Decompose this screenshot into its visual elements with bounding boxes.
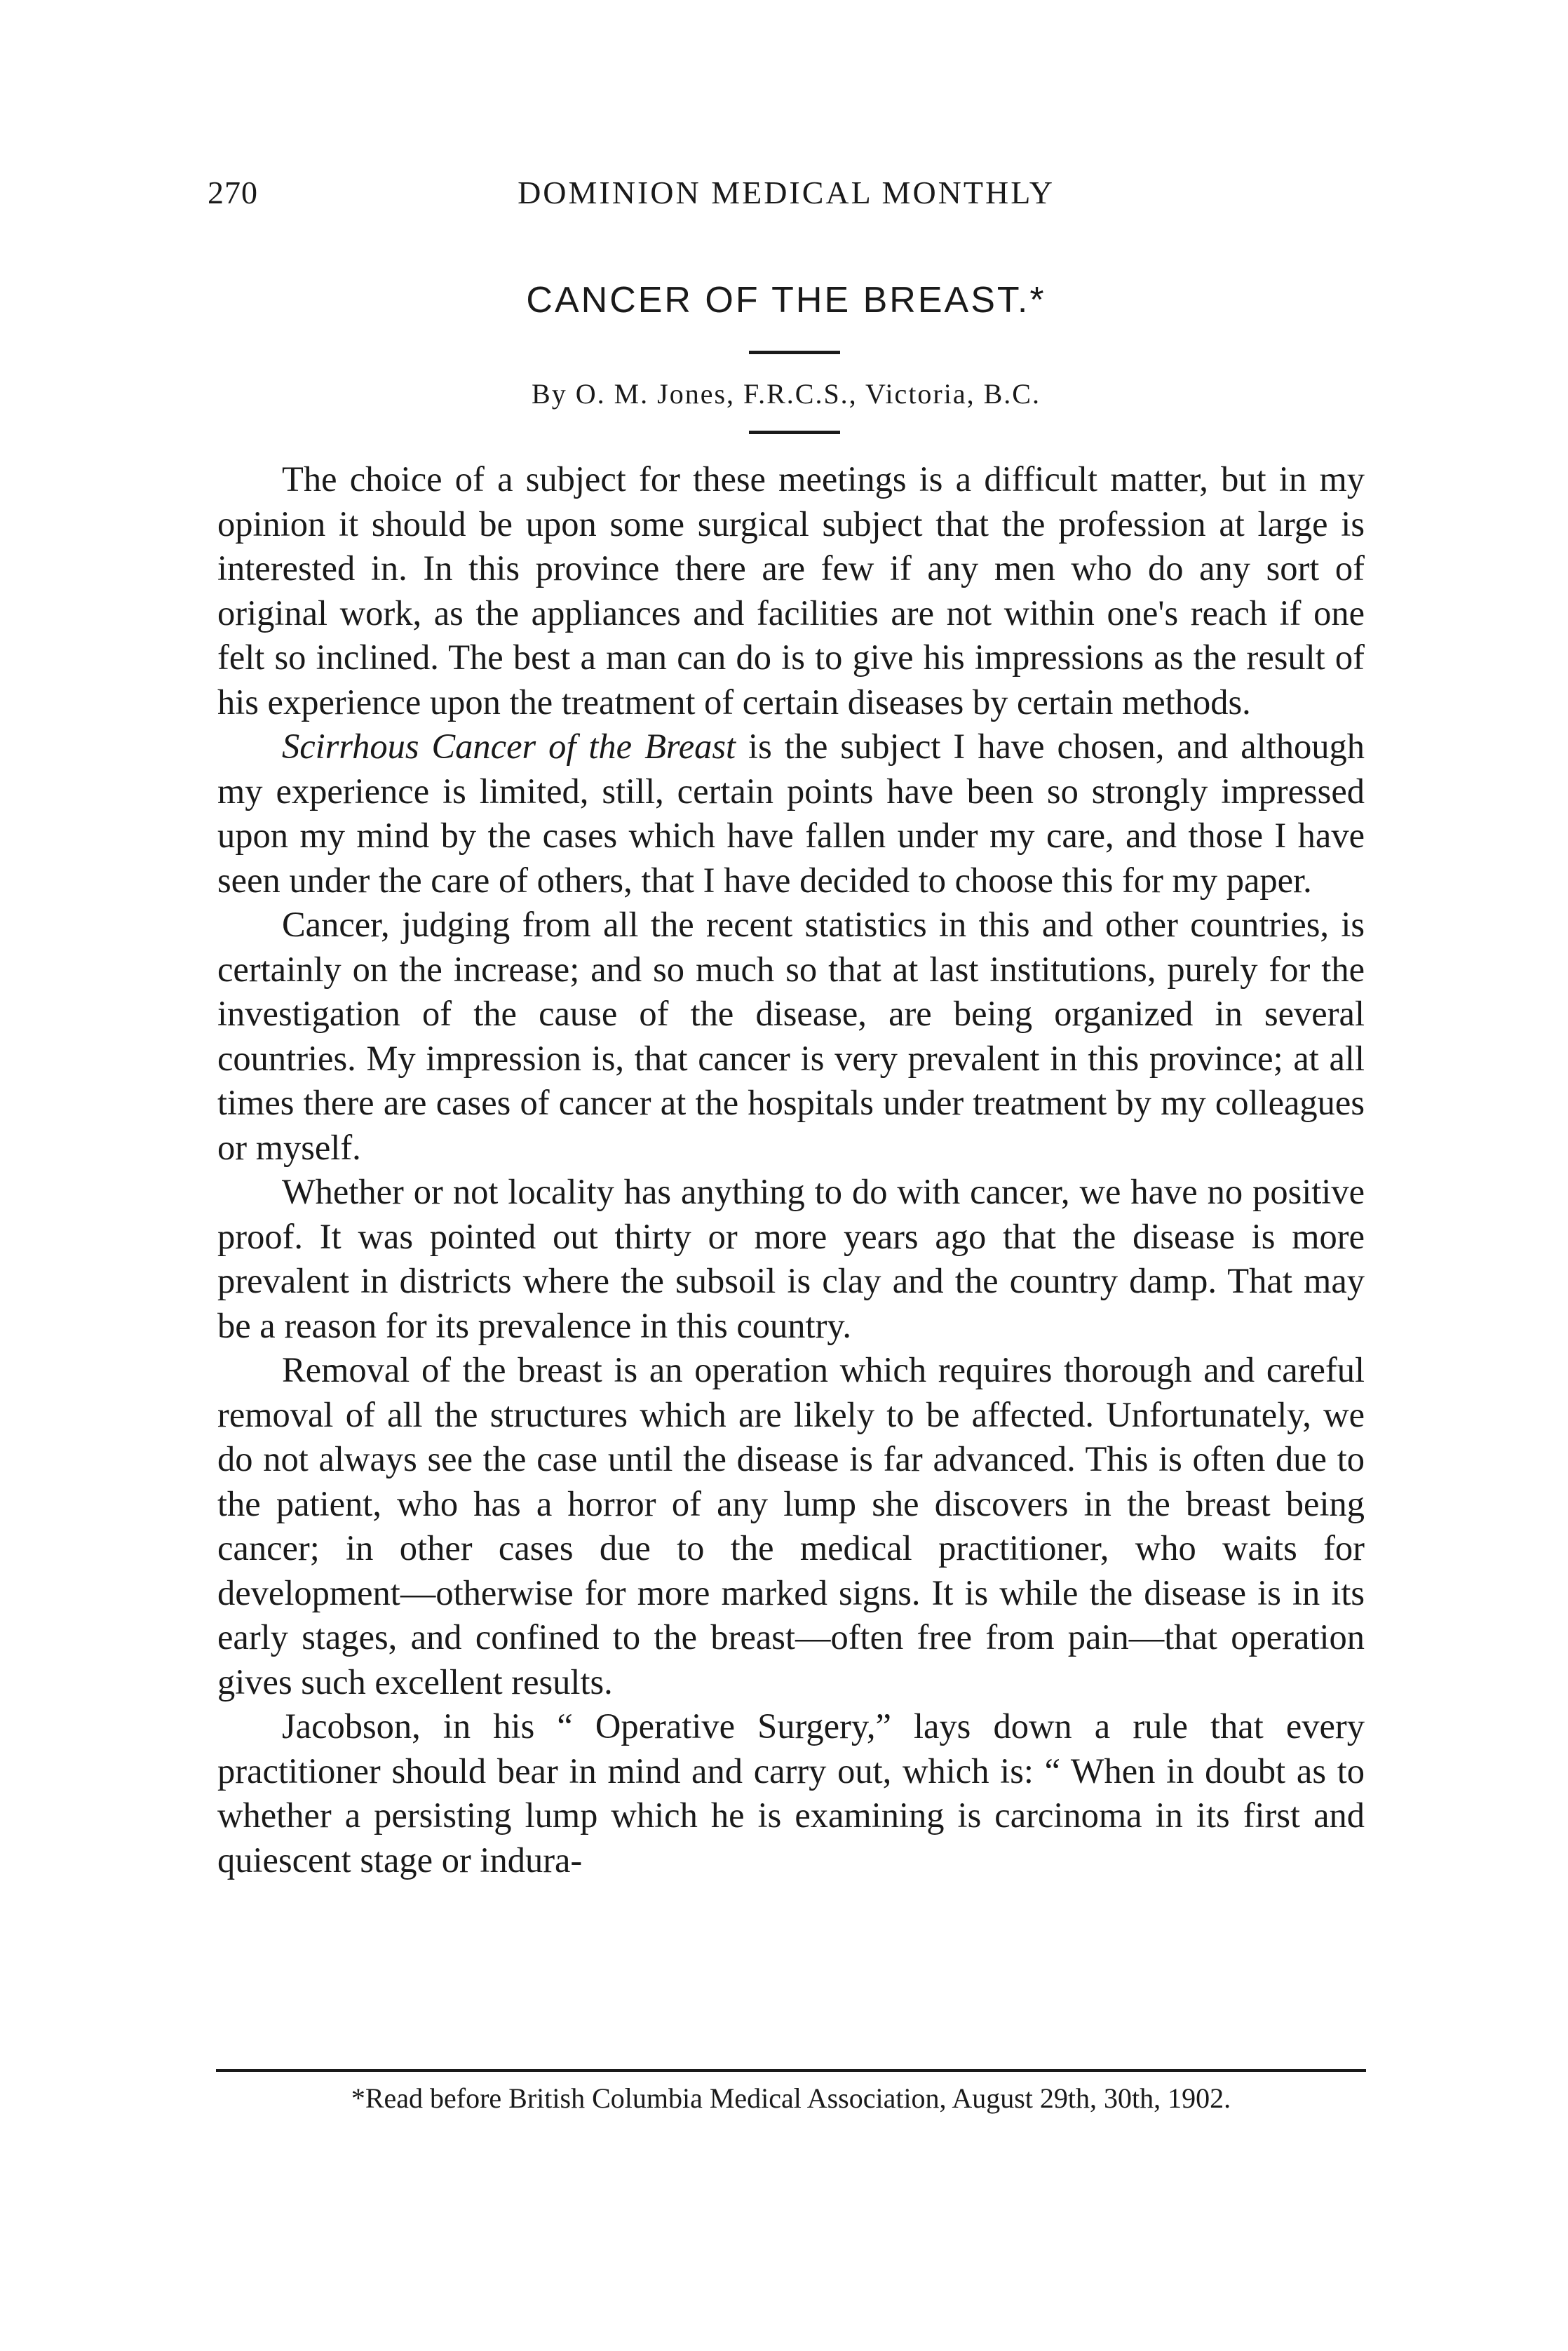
paragraph-text: is the subject I have chosen, and although my experience is limited, still, certain points have been so strongly impressed upon my mind by the cases which have fallen under my care, and those I have seen under the care of others, that I have decided to choose this for my paper. (217, 727, 1365, 900)
paragraph (217, 1170, 1365, 1348)
journal-title: DOMINION MEDICAL MONTHLY (518, 175, 1055, 210)
paragraph-text: Removal of the breast is an operation which requires thorough and careful removal of all the structures which are likely to be affected. Unfortunately, we do not always see the case until the disease is far advanced. This is often due to the patient, who has a horror of any lump she discovers in the breast being cancer; in other cases due to the medical practitioner, who waits for development—otherwise for more marked signs. It is while the disease is in its early stages, and confined to the breast—often free from pain—that operation gives such excellent results. (217, 1350, 1365, 1702)
article-body (217, 457, 1365, 1882)
footnote: *Read before British Columbia Medical Association, August 29th, 30th, 1902. (351, 2082, 1231, 2114)
paragraph (217, 1348, 1365, 1704)
paragraph (217, 903, 1365, 1170)
footnote-rule (216, 2069, 1366, 2072)
paragraph-text: Jacobson, in his “ Operative Surgery,” lays down a rule that every practitioner should bear in mind and carry out, which is: “ When in doubt as to whether a persisting lump which he is examining is carcinoma in its first and quiescent stage or indura- (217, 1706, 1365, 1880)
paragraph-text: Cancer, judging from all the recent statistics in this and other countries, is certainly on the increase; and so much so that at last institutions, purely for the investigation of the cause of the disease, are being organized in several countries. My impression is, that cancer is very prevalent in this province; at all times there are cases of cancer at the hospitals under treatment by my colleagues or myself. (217, 905, 1365, 1167)
title-rule (749, 351, 840, 354)
paragraph-text: The choice of a subject for these meetings is a difficult matter, but in my opinion it should be upon some surgical subject that the profession at large is interested in. In this province there are few if any men who do any sort of original work, as the appliances and facilities are not within one's reach if one felt so inclined. The best a man can do is to give his impressions as the result of his experience upon the treatment of certain diseases by certain methods. (217, 459, 1365, 722)
paragraph (217, 1704, 1365, 1882)
running-head (208, 174, 1365, 223)
paragraph-italic-lead: Scirrhous Cancer of the Breast (282, 727, 736, 766)
paragraph-text: Whether or not locality has anything to do with cancer, we have no positive proof. It was pointed out thirty or more years ago that the disease is more prevalent in districts where the subsoil is clay and the country damp. That may be a reason for its prevalence in this country. (217, 1172, 1365, 1345)
author-byline: By O. M. Jones, F.R.C.S., Victoria, B.C. (532, 378, 1041, 410)
article-title: CANCER OF THE BREAST.* (526, 280, 1046, 321)
paragraph (217, 457, 1365, 725)
paragraph (217, 725, 1365, 903)
page-number: 270 (208, 175, 258, 210)
byline-rule (749, 431, 840, 434)
